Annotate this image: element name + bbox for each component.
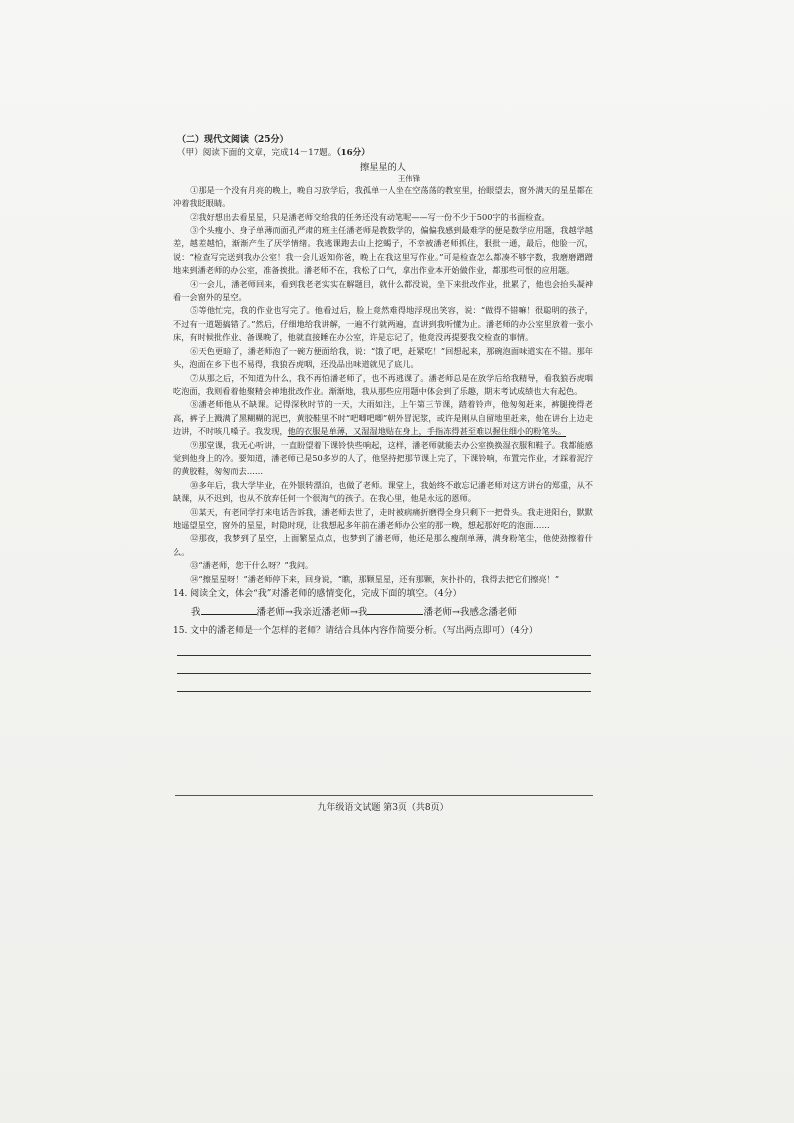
paragraph-14: ⑭“擦星星呀！”潘老师停下来，回身说，“瞧，那颗星星，还有那颗，灰扑扑的，我得去把它们擦亮！” [190, 573, 560, 584]
paragraph-8-text: ⑧潘老师他从不缺课。记得深秋时节的一天，大雨如注，上午第三节课，踏着铃声，他匆匆赶来，裤腿挽得老高，裤子上溅满了黑糊糊的泥巴，黄胶鞋里不时“吧唧吧唧”朝外冒泥浆，或许是刚从自留地里赶来，他在讲台上边走边讲，不时咳几嗓子。我发现， [173, 399, 593, 437]
paragraph-12: ⑫那夜，我梦到了星空，上面繁星点点，也梦到了潘老师，他还是那么瘦削单薄，满身粉笔尘，他使劲擦着什么。 [173, 533, 593, 557]
paragraph-11: ⑪某天，有老同学打来电话告诉我，潘老师去世了，走时被病痛折磨得全身只剩下一把骨头。我走进阳台，默默地遥望星空，窗外的星星，时隐时现，让我想起多年前在潘老师办公室的那一晚，想起那好吃的泡面…… [173, 506, 593, 530]
section-heading: （二）现代文阅读（25分） [177, 135, 289, 145]
answer-line-3[interactable] [177, 674, 591, 692]
answer-line-1[interactable] [177, 638, 591, 656]
question-14: 14. 阅读全文，体会“我”对潘老师的感情变化，完成下面的填空。（4分） [173, 589, 462, 599]
paragraph-8-underlined: 他的衣服是单薄，又湿湿地贴在身上，手指冻得甚至难以握住细小的粉笔头。 [287, 426, 567, 437]
paragraph-10: ⑩多年后，我大学毕业，在外银转漂泊，也做了老师。课堂上，我始终不敢忘记潘老师对这方讲台的郑重，从不缺课，从不迟到，也从不放弃任何一个很淘气的孩子。在我心里，他是永远的恩师。 [173, 479, 593, 504]
paragraph-2: ②我好想出去看星星，只是潘老师交给我的任务还没有动笔呢——写一份不少于500字的书面检查。 [190, 211, 550, 222]
reading-section [173, 134, 593, 692]
page-footer: 九年级语文试题 第3页（共8页） [317, 803, 449, 813]
fill-prefix: 我 [191, 607, 201, 618]
paragraph-1: ①那是一个没有月亮的晚上，晚自习放学后，我孤单一人坐在空荡荡的教室里，抬眼望去，窗外满天的星星都在冲着我眨眼睛。 [173, 184, 593, 209]
footer-divider [175, 795, 593, 796]
fill-part-1: 潘老师→我亲近潘老师→我 [256, 607, 368, 618]
question-14-fill-line [191, 603, 593, 623]
question-15: 15. 文中的潘老师是一个怎样的老师？请结合具体内容作简要分析。（写出两点即可）（4分） [173, 626, 538, 636]
article-author: 王伟锋 [397, 173, 421, 183]
answer-blank-2[interactable] [367, 603, 423, 615]
article-title: 擦星星的人 [360, 161, 406, 173]
paragraph-4: ④一会儿，潘老师回来，看到我老老实实在解题目，就什么都没说，坐下来批改作业，批累了，他也会抬头凝神看一会窗外的星空。 [173, 278, 593, 303]
fill-part-2: 潘老师→我感念潘老师 [423, 607, 517, 618]
paragraph-13: ⑬“潘老师，您干什么呀？”我问。 [190, 560, 314, 571]
paragraph-3: ③个头瘦小、身子单薄而面孔严肃的班主任潘老师是教数学的，偏偏我感到最难学的便是数学应用题，我越学越差，越差越怕，渐渐产生了厌学情绪。我逃课跑去山上挖蝎子，不幸被潘老师抓住，狠批一通，最后，他脸一沉，说：“检查写完送到我办公室！我一会儿返知你爸，晚上在我这里写作业。”可是检查怎么都凑不够字数，我磨磨蹭蹭地来到潘老师的办公室，准备挨批。潘老师不在，我松了口气，拿出作业本开始做作业，都那些可恨的应用题。 [173, 225, 593, 276]
instruction [177, 147, 593, 160]
answer-line-2[interactable] [177, 656, 591, 674]
paragraph-7: ⑦从那之后，不知道为什么，我不再怕潘老师了，也不再逃课了。潘老师总是在放学后给我精导，看我狼吞虎咽吃泡面，我则看着他聚精会神地批改作业。渐渐地，我从那些应用题中体会到了乐趣，期末考试成绩也大有起色。 [173, 372, 593, 396]
instruction-text: （甲）阅读下面的文章，完成14－17题。 [177, 148, 337, 159]
paragraph-6: ⑥天色更暗了，潘老师泡了一碗方便面给我，说：“饿了吧，赶紧吃！”回想起来，那碗泡面味道实在不错。那年头，泡面在乡下也不易得，我狼吞虎咽，还没品出味道就见了底儿。 [173, 345, 593, 370]
paragraph-9: ⑨那堂课，我无心听讲，一直盼望着下课铃快些响起，这样，潘老师就能去办公室换换湿衣服和鞋子。我都能感觉到他身上的冷。要知道，潘老师已是50多岁的人了，他坚持把那节课上完了，下课铃响，布置完作业，才踩着泥泞的黄胶鞋，匆匆而去…… [173, 439, 593, 477]
paragraph-8 [173, 398, 593, 438]
answer-blank-1[interactable] [201, 603, 257, 615]
instruction-score: （16分） [336, 148, 370, 159]
paragraph-5: ⑤等他忙完，我的作业也写完了。他看过后，脸上竟然难得地浮现出笑容，说：“做得不错嘛！很聪明的孩子，不过有一道题搞错了。”然后，仔细地给我讲解，一遍不行就两遍，直讲到我听懂为止。潘老师的办公室里放着一张小床，有时候批作业、备课晚了，他就直接睡在办公室，许是忘记了，他竟没再提要我交检查的事情。 [173, 305, 593, 343]
